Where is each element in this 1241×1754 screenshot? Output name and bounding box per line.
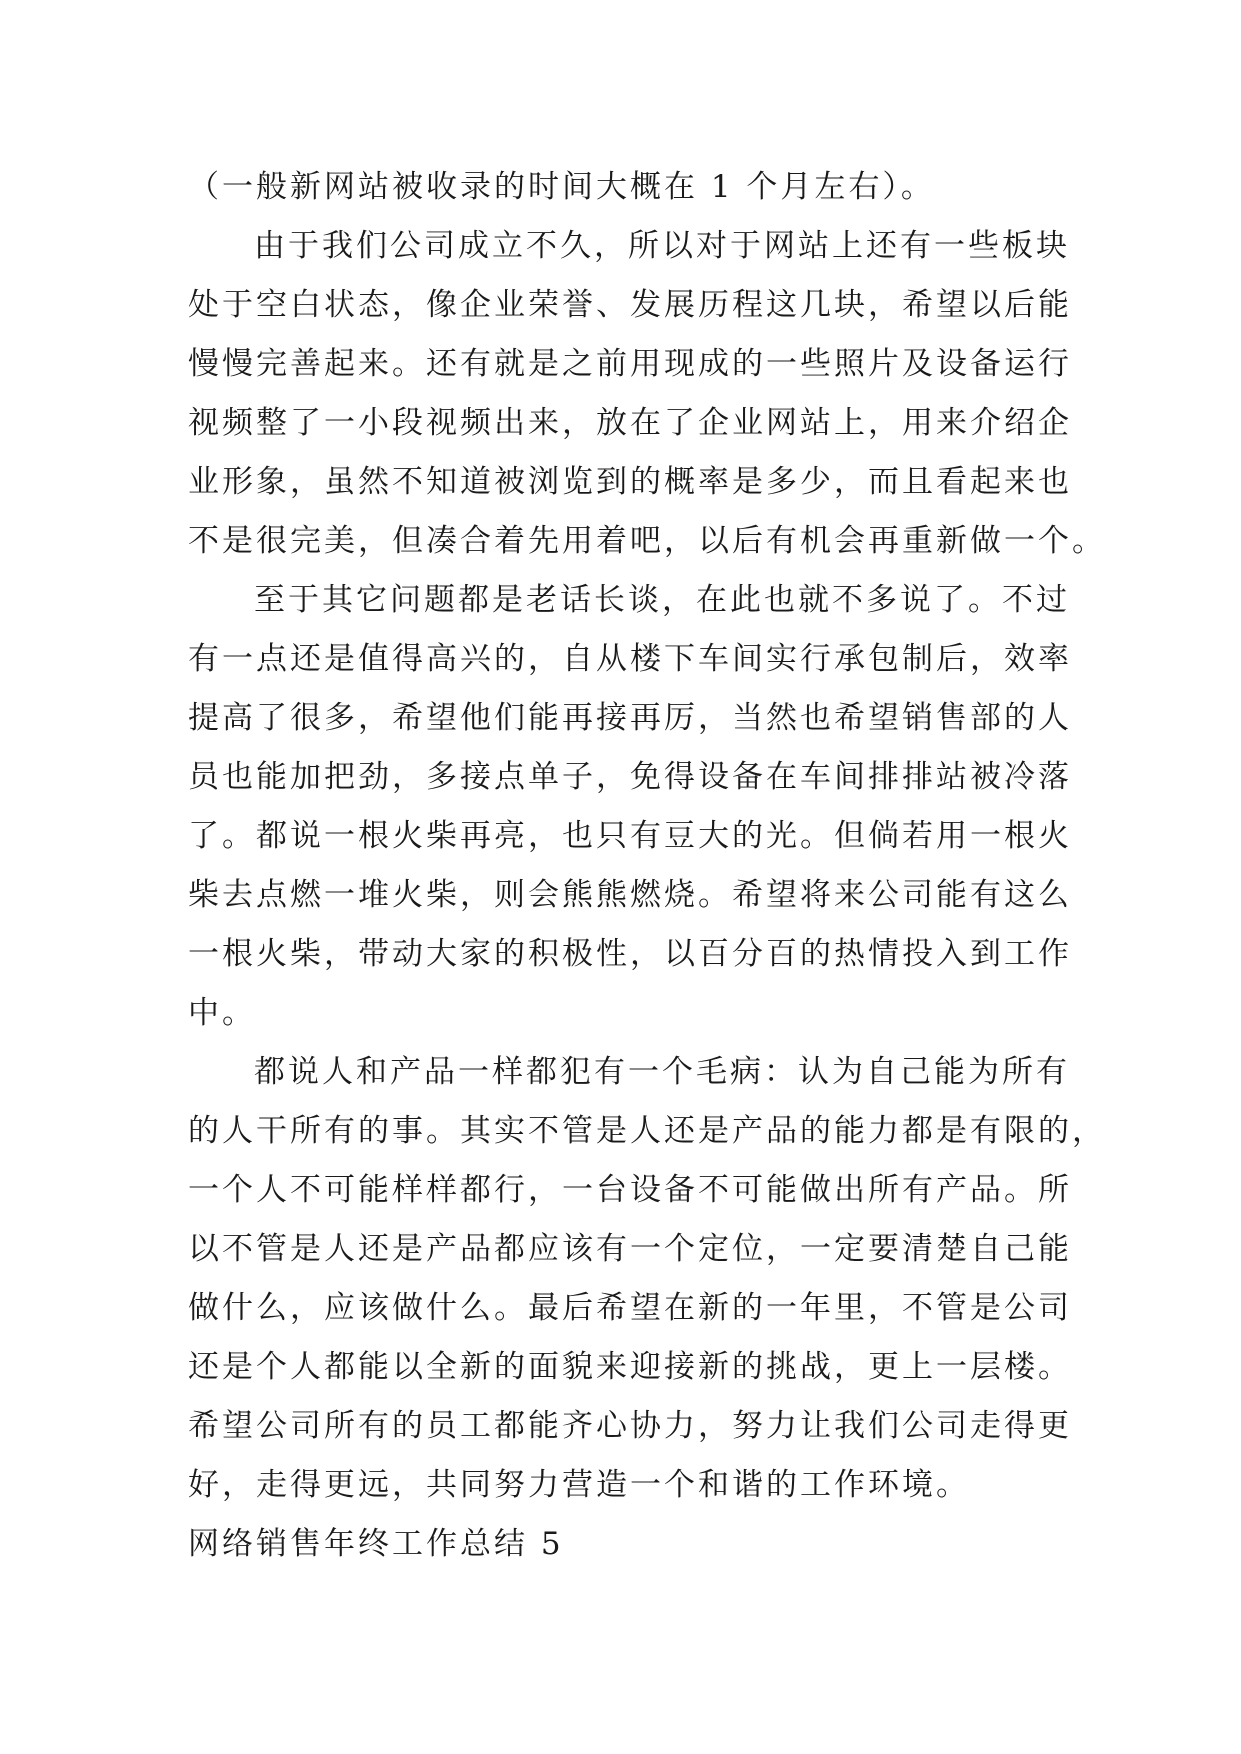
text-line: 提高了很多，希望他们能再接再厉，当然也希望销售部的人 (188, 700, 1072, 736)
text-line: 一个人不可能样样都行，一台设备不可能做出所有产品。所 (188, 1172, 1072, 1208)
text-line: 以不管是人还是产品都应该有一个定位，一定要清楚自己能 (188, 1231, 1072, 1267)
section-heading: 网络销售年终工作总结 5 (188, 1526, 564, 1562)
text-line: 员也能加把劲，多接点单子，免得设备在车间排排站被冷落 (188, 759, 1072, 795)
text-line: 至于其它问题都是老话长谈，在此也就不多说了。不过 (254, 582, 1070, 618)
text-line: （一般新网站被收录的时间大概在 1 个月左右）。 (188, 169, 935, 205)
text-line: 不是很完美，但凑合着先用着吧，以后有机会再重新做一个。 (188, 523, 1106, 559)
text-line: 业形象，虽然不知道被浏览到的概率是多少，而且看起来也 (188, 464, 1072, 500)
text-line: 一根火柴，带动大家的积极性，以百分百的热情投入到工作 (188, 936, 1072, 972)
text-line: 柴去点燃一堆火柴，则会熊熊燃烧。希望将来公司能有这么 (188, 877, 1072, 913)
text-line: 希望公司所有的员工都能齐心协力，努力让我们公司走得更 (188, 1408, 1072, 1444)
text-line: 慢慢完善起来。还有就是之前用现成的一些照片及设备运行 (188, 346, 1072, 382)
text-line: 视频整了一小段视频出来，放在了企业网站上，用来介绍企 (188, 405, 1072, 441)
text-line: 有一点还是值得高兴的，自从楼下车间实行承包制后，效率 (188, 641, 1072, 677)
text-line: 还是个人都能以全新的面貌来迎接新的挑战，更上一层楼。 (188, 1349, 1072, 1385)
text-line: 的人干所有的事。其实不管是人还是产品的能力都是有限的， (188, 1113, 1106, 1149)
document-body (188, 158, 1106, 1574)
text-line: 由于我们公司成立不久，所以对于网站上还有一些板块 (254, 228, 1070, 264)
text-line: 中。 (188, 995, 256, 1031)
text-line: 做什么，应该做什么。最后希望在新的一年里，不管是公司 (188, 1290, 1072, 1326)
text-line: 处于空白状态，像企业荣誉、发展历程这几块，希望以后能 (188, 287, 1072, 323)
text-line: 了。都说一根火柴再亮，也只有豆大的光。但倘若用一根火 (188, 818, 1072, 854)
text-line: 好，走得更远，共同努力营造一个和谐的工作环境。 (188, 1467, 970, 1503)
text-line: 都说人和产品一样都犯有一个毛病：认为自己能为所有 (254, 1054, 1070, 1090)
